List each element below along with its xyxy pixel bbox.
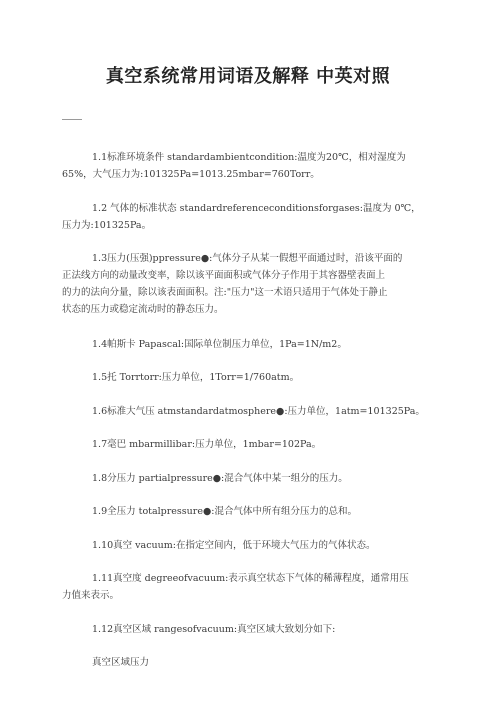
- paragraph-1-4: [62, 336, 442, 353]
- paragraph-line: 的力的法向分量，除以该表面面积。注:"压力"这一术语只适用于气体处于静止: [62, 287, 388, 298]
- paragraph-line: 真空区域压力: [92, 657, 150, 668]
- document-title: 真空系统常用词语及解释 中英对照: [105, 66, 391, 87]
- paragraph-1-5: [62, 369, 442, 386]
- paragraph-line: 状态的压力或稳定流动时的静态压力。: [62, 304, 224, 315]
- paragraph-line: 1.7毫巴 mbarmillibar:压力单位，1mbar=102Pa。: [92, 439, 322, 450]
- paragraph-1-6: [62, 403, 442, 420]
- paragraph-line: 1.9全压力 totalpressure●:混合气体中所有组分压力的总和。: [92, 506, 357, 517]
- paragraph-line: 力值来表示。: [62, 590, 120, 601]
- paragraph-1-9: [62, 503, 442, 520]
- paragraph-line: 1.11真空度 degreeofvacuum:表示真空状态下气体的稀薄程度，通常用压: [92, 573, 409, 584]
- paragraph-line: 1.2 气体的标准状态 standardreferenceconditionsforgases:温度为 0℃，: [92, 203, 421, 214]
- paragraph-1-7: [62, 436, 442, 453]
- paragraph-line: 1.1标准环境条件 standardambientcondition:温度为20℃，相对湿度为: [92, 152, 406, 163]
- paragraph-line: 1.3压力(压强)ppressure●:气体分子从某一假想平面通过时，沿该平面的: [92, 253, 403, 264]
- paragraph-line: 压力为:101325Pa。: [62, 220, 152, 231]
- paragraph-line: 1.12真空区域 rangesofvacuum:真空区域大致划分如下:: [92, 624, 336, 635]
- paragraph-line: 1.4帕斯卡 Papascal:国际单位制压力单位，1Pa=1N/m2。: [92, 339, 347, 350]
- paragraph-line: 1.10真空 vacuum:在指定空间内，低于环境大气压力的气体状态。: [92, 540, 376, 551]
- vacuum-range-table-heading: [62, 654, 442, 671]
- paragraph-1-12: [62, 621, 442, 638]
- paragraph-1-10: [62, 537, 442, 554]
- paragraph-line: 1.6标准大气压 atmstandardatmosphere●:压力单位，1atm=101325Pa。: [92, 406, 425, 417]
- paragraph-1-2: [62, 200, 442, 234]
- paragraph-1-3: [62, 250, 442, 318]
- paragraph-line: 1.5托 Torrtorr:压力单位，1Torr=1/760atm。: [92, 372, 300, 383]
- title-divider: [62, 119, 82, 120]
- paragraph-line: 1.8分压力 partialpressure●:混合气体中某一组分的压力。: [92, 473, 348, 484]
- paragraph-line: 正法线方向的动量改变率，除以该平面面积或气体分子作用于其容器壁表面上: [62, 270, 386, 281]
- paragraph-line: 65%，大气压力为:101325Pa=1013.25mbar=760Torr。: [62, 169, 320, 180]
- paragraph-1-8: [62, 470, 442, 487]
- paragraph-1-11: [62, 570, 442, 604]
- paragraph-1-1: [62, 149, 442, 183]
